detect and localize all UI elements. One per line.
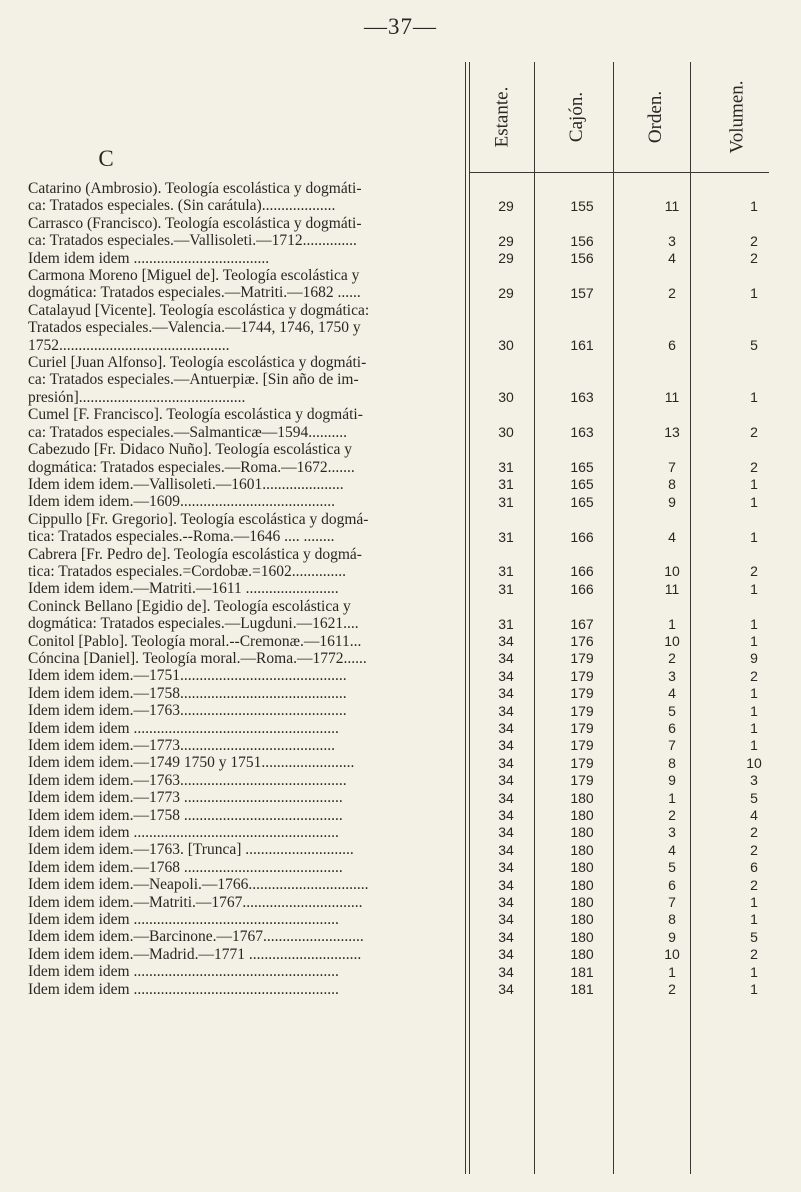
entry-estante: 29 [498, 284, 514, 301]
catalog-entry [28, 214, 758, 250]
entry-description-line: Idem idem idem.—Neapoli.—1766............................... [28, 876, 369, 894]
entry-orden: 10 [664, 563, 680, 580]
entry-location [498, 945, 798, 963]
entry-description-line: Idem idem idem.—Madrid.—1771 ............................. [28, 945, 362, 963]
column-header-cajon: Cajón. [566, 91, 588, 143]
entry-description-line: tica: Tratados especiales.--Roma.—1646 .... ........ [28, 528, 335, 546]
entry-cajon: 181 [570, 981, 594, 998]
entry-description-line: ca: Tratados especiales. (Sin carátula)................... [28, 197, 336, 215]
entry-description-line: Cippullo [Fr. Gregorio]. Teología escolástica y dogmá- [28, 510, 369, 528]
entry-cajon: 165 [570, 493, 594, 510]
entry-cajon: 181 [570, 963, 594, 980]
catalog-entry [28, 789, 758, 807]
entry-description-line: Tratados especiales.—Valencia.—1744, 1746, 1750 y [28, 319, 361, 337]
entry-volumen: 1 [750, 720, 758, 736]
entry-orden: 7 [668, 894, 676, 911]
entry-volumen: 2 [750, 424, 758, 441]
catalog-entry [28, 945, 758, 963]
entry-description-line: Idem idem idem ..................................................... [28, 911, 339, 929]
entry-estante: 31 [498, 528, 514, 545]
catalog-entry [28, 249, 758, 267]
column-header-estante: Estante. [491, 86, 512, 148]
entry-description-line: Cumel [F. Francisco]. Teología escolástica y dogmáti- [28, 406, 363, 424]
entry-location [498, 858, 798, 876]
entry-volumen: 2 [750, 458, 758, 475]
entry-orden: 9 [668, 493, 676, 510]
entry-description-line: Idem idem idem.—1768 ......................................... [28, 858, 343, 876]
entry-location [498, 493, 798, 511]
entry-location [498, 667, 798, 685]
entry-volumen: 2 [750, 841, 758, 858]
entry-estante: 31 [498, 493, 514, 510]
entry-location [498, 684, 798, 702]
entry-volumen: 1 [750, 389, 758, 406]
column-rule-left [465, 62, 466, 1174]
catalog-entry [28, 893, 758, 911]
entry-cajon: 161 [570, 337, 594, 354]
entry-description-line: Cabrera [Fr. Pedro de]. Teología escolástica y dogmá- [28, 545, 362, 563]
entry-location [498, 249, 798, 267]
entry-description-line: Idem idem idem.—1749 1750 y 1751........................ [28, 754, 355, 772]
entry-orden: 3 [668, 667, 676, 684]
entry-cajon: 180 [570, 859, 594, 876]
entry-volumen: 2 [750, 232, 758, 249]
entry-cajon: 180 [570, 876, 594, 893]
entry-orden: 7 [668, 737, 676, 754]
catalog-entry [28, 684, 758, 702]
entry-orden: 10 [664, 632, 680, 649]
entry-volumen: 2 [750, 946, 758, 963]
entry-description-line: Coninck Bellano [Egidio de]. Teología escolástica y [28, 597, 351, 615]
entry-orden: 9 [668, 772, 676, 789]
entry-estante: 34 [498, 911, 514, 928]
entry-orden: 2 [668, 807, 676, 824]
entry-orden: 10 [664, 946, 680, 963]
entry-orden: 4 [668, 685, 676, 702]
entry-orden: 7 [668, 458, 676, 475]
column-rule-left-double [469, 62, 470, 1174]
entry-estante: 34 [498, 754, 514, 771]
entry-cajon: 179 [570, 702, 594, 719]
entry-description-line: dogmática: Tratados especiales.—Matriti.—1682 ...... [28, 284, 361, 302]
entry-description-line: Idem idem idem ..................................................... [28, 824, 339, 842]
entry-volumen: 1 [750, 580, 758, 597]
entry-orden: 6 [668, 720, 676, 736]
entry-location [498, 475, 798, 493]
entry-cajon: 180 [570, 824, 594, 841]
entry-volumen: 1 [750, 493, 758, 510]
entry-location [498, 823, 798, 841]
entry-location [498, 963, 798, 981]
entry-description-line: Carmona Moreno [Miguel de]. Teología escolástica y [28, 267, 360, 285]
catalog-entry [28, 667, 758, 685]
entry-cajon: 180 [570, 928, 594, 945]
catalog-entry [28, 980, 758, 998]
entry-estante: 30 [498, 424, 514, 441]
entry-estante: 29 [498, 250, 514, 267]
catalog-entry [28, 911, 758, 929]
column-header-orden: Orden. [645, 90, 667, 144]
entry-description-line: Idem idem idem.—Barcinone.—1767.......................... [28, 928, 364, 946]
entry-cajon: 165 [570, 458, 594, 475]
entry-cajon: 156 [570, 250, 594, 267]
entry-volumen: 4 [750, 807, 758, 824]
entry-volumen: 1 [750, 981, 758, 998]
entry-location [498, 806, 798, 824]
entry-estante: 34 [498, 963, 514, 980]
catalog-entry [28, 267, 758, 302]
entry-cajon: 180 [570, 807, 594, 824]
entry-orden: 13 [664, 424, 680, 441]
entry-orden: 3 [668, 824, 676, 841]
entry-description-line: Idem idem idem.—1609........................................ [28, 493, 335, 511]
catalog-entry [28, 354, 758, 406]
entry-orden: 9 [668, 928, 676, 945]
catalog-entry [28, 928, 758, 946]
entry-description-line: Idem idem idem ................................... [28, 249, 270, 267]
catalog-entry [28, 841, 758, 859]
entry-location [498, 754, 798, 772]
entry-volumen: 2 [750, 824, 758, 841]
section-letter: C [98, 146, 114, 171]
entry-description-line: Cabezudo [Fr. Didaco Nuño]. Teología escolástica y [28, 441, 353, 459]
entry-estante: 34 [498, 772, 514, 789]
entry-description-line: presión]........................................... [28, 388, 246, 406]
catalog-entry [28, 180, 758, 215]
catalog-entry [28, 475, 758, 493]
entry-orden: 2 [668, 284, 676, 301]
entry-description-line: Idem idem idem.—1763........................................... [28, 702, 347, 720]
entry-description-line: Idem idem idem.—1758 ......................................... [28, 806, 343, 824]
entry-location [498, 980, 798, 998]
entry-estante: 34 [498, 737, 514, 754]
entry-volumen: 5 [750, 928, 758, 945]
entry-location [498, 562, 798, 580]
entry-estante: 34 [498, 632, 514, 649]
catalog-entry [28, 771, 758, 789]
entry-orden: 6 [668, 337, 676, 354]
catalog-entry [28, 824, 758, 842]
entry-volumen: 5 [750, 789, 758, 806]
catalog-entry [28, 702, 758, 720]
entry-location [498, 458, 798, 476]
entry-orden: 2 [668, 981, 676, 998]
entry-location [498, 336, 798, 354]
catalog-entry [28, 963, 758, 981]
entry-location [498, 771, 798, 789]
entry-cajon: 155 [570, 197, 594, 214]
entry-cajon: 179 [570, 667, 594, 684]
column-header-volumen: Volumen. [726, 80, 748, 154]
entry-location [498, 423, 798, 441]
entry-cajon: 176 [570, 632, 594, 649]
entry-description-line: dogmática: Tratados especiales.—Lugduni.—1621.... [28, 615, 359, 633]
catalog-entry [28, 858, 758, 876]
entry-description-line: ca: Tratados especiales.—Vallisoleti.—1712.............. [28, 232, 357, 250]
entry-orden: 11 [664, 389, 680, 406]
entry-estante: 31 [498, 476, 514, 493]
entry-cajon: 179 [570, 754, 594, 771]
header-rule [469, 172, 769, 173]
entry-cajon: 179 [570, 720, 594, 736]
entry-description-line: ca: Tratados especiales.—Antuerpiæ. [Sin año de im- [28, 371, 359, 389]
entry-orden: 8 [668, 476, 676, 493]
entry-volumen: 1 [750, 615, 758, 632]
entry-location [498, 893, 798, 911]
catalog-entry [28, 876, 758, 894]
entry-orden: 5 [668, 702, 676, 719]
entry-cajon: 166 [570, 528, 594, 545]
entry-volumen: 1 [750, 894, 758, 911]
entry-location [498, 876, 798, 894]
entry-description-line: Idem idem idem.—1758........................................... [28, 684, 347, 702]
catalog-entry [28, 510, 758, 546]
entry-volumen: 1 [750, 284, 758, 301]
entry-volumen: 9 [750, 650, 758, 667]
entry-orden: 8 [668, 754, 676, 771]
entry-description-line: 1752............................................ [28, 336, 230, 354]
entry-estante: 34 [498, 876, 514, 893]
entry-description-line: Idem idem idem.—1773........................................ [28, 737, 335, 754]
entry-volumen: 1 [750, 702, 758, 719]
catalog-entry [28, 649, 758, 667]
entry-orden: 3 [668, 232, 676, 249]
entry-orden: 4 [668, 528, 676, 545]
entry-orden: 6 [668, 876, 676, 893]
entry-description-line: Conitol [Pablo]. Teología moral.--Cremonæ.—1611... [28, 632, 362, 650]
entry-location [498, 702, 798, 720]
entry-volumen: 1 [750, 963, 758, 980]
entry-orden: 5 [668, 859, 676, 876]
entry-description-line: Idem idem idem.—Matriti.—1611 ........................ [28, 580, 339, 598]
entry-cajon: 163 [570, 424, 594, 441]
entry-description-line: Curiel [Juan Alfonso]. Teología escolástica y dogmáti- [28, 354, 367, 372]
entry-description-line: Idem idem idem ..................................................... [28, 980, 339, 998]
entry-volumen: 1 [750, 632, 758, 649]
entry-orden: 4 [668, 250, 676, 267]
entry-orden: 4 [668, 841, 676, 858]
catalog-entry [28, 441, 758, 476]
entry-volumen: 5 [750, 337, 758, 354]
entry-description-line: Cóncina [Daniel]. Teología moral.—Roma.—1772...... [28, 649, 367, 667]
entry-cajon: 166 [570, 563, 594, 580]
entry-cajon: 180 [570, 911, 594, 928]
entry-estante: 30 [498, 337, 514, 354]
entry-volumen: 10 [746, 754, 762, 771]
entry-estante: 34 [498, 789, 514, 806]
entry-estante: 34 [498, 650, 514, 667]
entry-cajon: 163 [570, 389, 594, 406]
entry-location [498, 580, 798, 598]
entry-cajon: 180 [570, 841, 594, 858]
catalog-entries [28, 180, 762, 998]
entry-cajon: 157 [570, 284, 594, 301]
entry-location [498, 528, 798, 546]
page-number: —37— [364, 14, 437, 39]
catalog-entry [28, 406, 758, 441]
entry-orden: 11 [664, 580, 680, 597]
entry-volumen: 2 [750, 563, 758, 580]
entry-location [498, 736, 798, 754]
entry-volumen: 1 [750, 528, 758, 545]
entry-location [498, 284, 798, 302]
entry-estante: 34 [498, 841, 514, 858]
entry-description-line: Idem idem idem.—1763........................................... [28, 771, 347, 789]
entry-volumen: 1 [750, 197, 758, 214]
entry-estante: 30 [498, 389, 514, 406]
entry-location [498, 841, 798, 859]
catalog-entry [28, 737, 758, 754]
entry-cajon: 156 [570, 232, 594, 249]
entry-cajon: 179 [570, 772, 594, 789]
entry-volumen: 2 [750, 876, 758, 893]
entry-cajon: 180 [570, 789, 594, 806]
entry-location [498, 649, 798, 667]
entry-description-line: tica: Tratados especiales.=Cordobæ.=1602.............. [28, 562, 346, 580]
entry-estante: 34 [498, 946, 514, 963]
entry-description-line: Idem idem idem.—1751........................................... [28, 667, 347, 685]
entry-cajon: 165 [570, 476, 594, 493]
entry-description-line: Idem idem idem.—Matriti.—1767............................... [28, 893, 363, 911]
entry-description-line: dogmática: Tratados especiales.—Roma.—1672....... [28, 458, 355, 476]
entry-orden: 11 [664, 197, 680, 214]
entry-description-line: Idem idem idem.—1763. [Trunca] ............................ [28, 841, 354, 859]
catalog-entry [28, 597, 758, 633]
entry-estante: 34 [498, 667, 514, 684]
entry-volumen: 2 [750, 667, 758, 684]
entry-cajon: 179 [570, 737, 594, 754]
entry-estante: 31 [498, 580, 514, 597]
entry-location [498, 632, 798, 650]
entry-estante: 34 [498, 702, 514, 719]
catalog-entry [28, 632, 758, 650]
entry-volumen: 1 [750, 737, 758, 754]
catalog-entry [28, 754, 762, 772]
entry-orden: 2 [668, 650, 676, 667]
entry-description-line: Idem idem idem.—Vallisoleti.—1601..................... [28, 475, 344, 493]
entry-estante: 31 [498, 615, 514, 632]
entry-estante: 29 [498, 197, 514, 214]
entry-estante: 34 [498, 981, 514, 998]
entry-description-line: Catalayud [Vicente]. Teología escolástica y dogmática: [28, 301, 370, 319]
entry-location [498, 719, 798, 737]
entry-orden: 1 [668, 789, 676, 806]
entry-estante: 34 [498, 859, 514, 876]
entry-estante: 31 [498, 458, 514, 475]
entry-cajon: 167 [570, 615, 594, 632]
entry-description-line: ca: Tratados especiales.—Salmanticæ—1594.......... [28, 423, 347, 441]
entry-description-line: Idem idem idem.—1773 ......................................... [28, 789, 343, 807]
catalog-entry [28, 545, 758, 581]
entry-location [498, 928, 798, 946]
catalog-entry [28, 806, 758, 824]
entry-cajon: 179 [570, 650, 594, 667]
entry-volumen: 1 [750, 685, 758, 702]
entry-volumen: 1 [750, 911, 758, 928]
entry-estante: 34 [498, 894, 514, 911]
entry-estante: 34 [498, 685, 514, 702]
catalog-entry [28, 719, 758, 737]
entry-estante: 34 [498, 824, 514, 841]
entry-volumen: 1 [750, 476, 758, 493]
entry-description-line: Idem idem idem ..................................................... [28, 963, 339, 981]
entry-estante: 34 [498, 928, 514, 945]
entry-location [498, 388, 798, 406]
catalog-entry [28, 580, 758, 598]
entry-orden: 8 [668, 911, 676, 928]
entry-cajon: 179 [570, 685, 594, 702]
entry-estante: 34 [498, 720, 514, 736]
entry-orden: 1 [668, 963, 676, 980]
entry-orden: 1 [668, 615, 676, 632]
entry-location [498, 910, 798, 928]
entry-estante: 31 [498, 563, 514, 580]
entry-description-line: Catarino (Ambrosio). Teología escolástica y dogmáti- [28, 180, 362, 197]
entry-volumen: 2 [750, 250, 758, 267]
entry-volumen: 6 [750, 859, 758, 876]
entry-cajon: 180 [570, 946, 594, 963]
catalog-entry [28, 493, 758, 511]
entry-estante: 34 [498, 807, 514, 824]
entry-location [498, 789, 798, 807]
catalog-entry [28, 301, 758, 354]
entry-cajon: 180 [570, 894, 594, 911]
entry-location [498, 232, 798, 250]
entry-volumen: 3 [750, 772, 758, 789]
entry-description-line: Carrasco (Francisco). Teología escolástica y dogmáti- [28, 214, 362, 232]
entry-location [498, 615, 798, 633]
entry-estante: 29 [498, 232, 514, 249]
entry-description-line: Idem idem idem ..................................................... [28, 719, 339, 737]
entry-cajon: 166 [570, 580, 594, 597]
entry-location [498, 197, 798, 215]
